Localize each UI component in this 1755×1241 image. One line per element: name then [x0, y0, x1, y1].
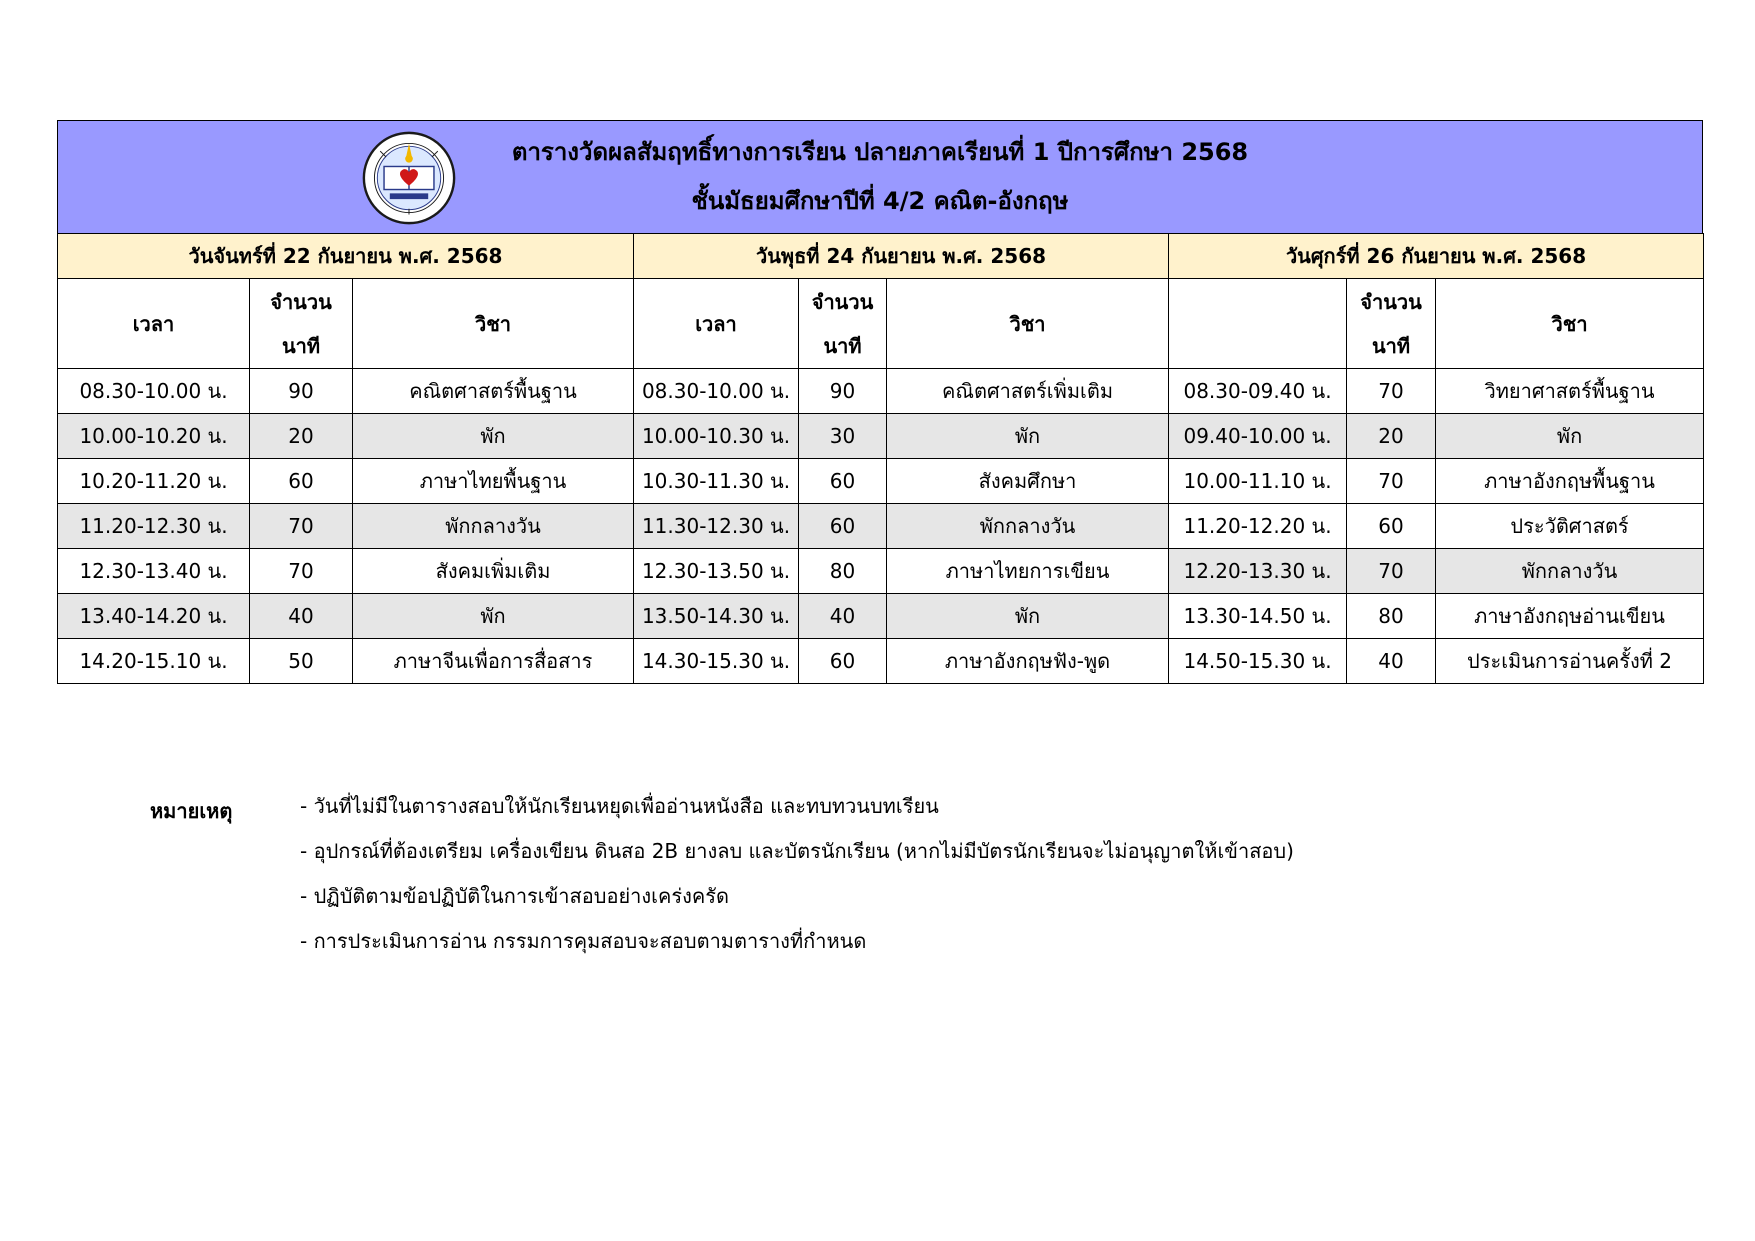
note-item: - วันที่ไม่มีในตารางสอบให้นักเรียนหยุดเพื่ออ่านหนังสือ และทบทวนบทเรียน — [300, 794, 939, 818]
cell-minutes: 60 — [1347, 504, 1436, 549]
cell-subject: พัก — [887, 594, 1169, 639]
table-row — [58, 549, 1704, 594]
column-header-minutes — [250, 279, 353, 369]
day-header: วันพุธที่ 24 กันยายน พ.ศ. 2568 — [634, 234, 1169, 279]
note-item: - การประเมินการอ่าน กรรมการคุมสอบจะสอบตามตารางที่กำหนด — [300, 929, 867, 953]
cell-time: 10.30-11.30 น. — [634, 459, 799, 504]
cell-minutes: 40 — [1347, 639, 1436, 684]
column-header-subject: วิชา — [887, 279, 1169, 369]
cell-subject: ภาษาไทยพื้นฐาน — [353, 459, 634, 504]
cell-subject: สังคมศึกษา — [887, 459, 1169, 504]
cell-minutes: 70 — [250, 549, 353, 594]
table-row — [58, 639, 1704, 684]
cell-time: 11.20-12.30 น. — [58, 504, 250, 549]
cell-minutes: 40 — [250, 594, 353, 639]
cell-time: 12.30-13.40 น. — [58, 549, 250, 594]
cell-time: 10.00-10.30 น. — [634, 414, 799, 459]
cell-subject: พัก — [353, 594, 634, 639]
cell-subject: พัก — [353, 414, 634, 459]
cell-minutes: 80 — [799, 549, 887, 594]
title-band — [57, 120, 1703, 233]
column-header-minutes-line1: จำนวน — [270, 289, 332, 314]
cell-time: 08.30-10.00 น. — [634, 369, 799, 414]
cell-minutes: 30 — [799, 414, 887, 459]
cell-minutes: 60 — [799, 459, 887, 504]
cell-subject: ภาษาอังกฤษอ่านเขียน — [1436, 594, 1704, 639]
notes-label: หมายเหตุ — [150, 799, 233, 823]
cell-subject: พักกลางวัน — [353, 504, 634, 549]
cell-time: 10.00-10.20 น. — [58, 414, 250, 459]
cell-subject: ประวัติศาสตร์ — [1436, 504, 1704, 549]
cell-time: 14.20-15.10 น. — [58, 639, 250, 684]
cell-time: 12.30-13.50 น. — [634, 549, 799, 594]
cell-minutes: 70 — [250, 504, 353, 549]
cell-minutes: 70 — [1347, 459, 1436, 504]
note-item: - อุปกรณ์ที่ต้องเตรียม เครื่องเขียน ดินสอ 2B ยางลบ และบัตรนักเรียน (หากไม่มีบัตรนักเรียนจะไม่อนุญาตให้เข้าสอบ) — [300, 839, 1294, 863]
notes-list — [300, 795, 1500, 975]
cell-time: 08.30-09.40 น. — [1169, 369, 1347, 414]
cell-subject: พักกลางวัน — [1436, 549, 1704, 594]
cell-subject: คณิตศาสตร์เพิ่มเติม — [887, 369, 1169, 414]
cell-minutes: 90 — [250, 369, 353, 414]
cell-minutes: 50 — [250, 639, 353, 684]
table-row — [58, 504, 1704, 549]
day-header: วันจันทร์ที่ 22 กันยายน พ.ศ. 2568 — [58, 234, 634, 279]
cell-minutes: 60 — [799, 504, 887, 549]
cell-subject: ประเมินการอ่านครั้งที่ 2 — [1436, 639, 1704, 684]
cell-time: 11.30-12.30 น. — [634, 504, 799, 549]
cell-minutes: 20 — [250, 414, 353, 459]
cell-subject: ภาษาจีนเพื่อการสื่อสาร — [353, 639, 634, 684]
cell-subject: ภาษาอังกฤษฟัง-พูด — [887, 639, 1169, 684]
column-header-minutes-line2: นาที — [281, 333, 321, 358]
cell-minutes: 80 — [1347, 594, 1436, 639]
cell-minutes: 60 — [799, 639, 887, 684]
cell-subject: พักกลางวัน — [887, 504, 1169, 549]
cell-time: 11.20-12.20 น. — [1169, 504, 1347, 549]
column-header-minutes-line2: นาที — [823, 333, 862, 358]
cell-subject: คณิตศาสตร์พื้นฐาน — [353, 369, 634, 414]
column-header-subject: วิชา — [1436, 279, 1704, 369]
cell-time: 10.00-11.10 น. — [1169, 459, 1347, 504]
cell-subject: สังคมเพิ่มเติม — [353, 549, 634, 594]
cell-subject: พัก — [887, 414, 1169, 459]
cell-time: 08.30-10.00 น. — [58, 369, 250, 414]
column-header-subject: วิชา — [353, 279, 634, 369]
cell-time: 12.20-13.30 น. — [1169, 549, 1347, 594]
cell-minutes: 90 — [799, 369, 887, 414]
schedule-body — [58, 369, 1704, 684]
cell-time: 09.40-10.00 น. — [1169, 414, 1347, 459]
column-header-minutes-line2: นาที — [1371, 333, 1411, 358]
schedule-table — [57, 233, 1704, 684]
cell-time: 14.50-15.30 น. — [1169, 639, 1347, 684]
cell-minutes: 60 — [250, 459, 353, 504]
cell-time: 13.50-14.30 น. — [634, 594, 799, 639]
table-row — [58, 459, 1704, 504]
note-item: - ปฏิบัติตามข้อปฏิบัติในการเข้าสอบอย่างเคร่งครัด — [300, 884, 730, 908]
cell-minutes: 70 — [1347, 369, 1436, 414]
cell-time: 14.30-15.30 น. — [634, 639, 799, 684]
cell-minutes: 70 — [1347, 549, 1436, 594]
column-header-time: เวลา — [58, 279, 250, 369]
column-header-minutes — [799, 279, 887, 369]
cell-subject: พัก — [1436, 414, 1704, 459]
column-header-minutes-line1: จำนวน — [1360, 289, 1422, 314]
cell-time: 13.40-14.20 น. — [58, 594, 250, 639]
cell-subject: วิทยาศาสตร์พื้นฐาน — [1436, 369, 1704, 414]
table-row — [58, 414, 1704, 459]
cell-subject: ภาษาไทยการเขียน — [887, 549, 1169, 594]
cell-minutes: 20 — [1347, 414, 1436, 459]
cell-subject: ภาษาอังกฤษพื้นฐาน — [1436, 459, 1704, 504]
page-title: ตารางวัดผลสัมฤทธิ์ทางการเรียน ปลายภาคเรียนที่ 1 ปีการศึกษา 2568 — [511, 138, 1249, 166]
table-row — [58, 369, 1704, 414]
cell-time: 10.20-11.20 น. — [58, 459, 250, 504]
column-header-minutes-line1: จำนวน — [811, 289, 874, 314]
cell-minutes: 40 — [799, 594, 887, 639]
column-header-time: เวลา — [634, 279, 799, 369]
exam-schedule — [57, 120, 1703, 684]
column-header-minutes — [1347, 279, 1436, 369]
day-header: วันศุกร์ที่ 26 กันยายน พ.ศ. 2568 — [1169, 234, 1704, 279]
page-subtitle: ชั้นมัธยมศึกษาปีที่ 4/2 คณิต-อังกฤษ — [691, 187, 1069, 215]
cell-time: 13.30-14.50 น. — [1169, 594, 1347, 639]
column-header-time — [1169, 279, 1347, 369]
table-row — [58, 594, 1704, 639]
